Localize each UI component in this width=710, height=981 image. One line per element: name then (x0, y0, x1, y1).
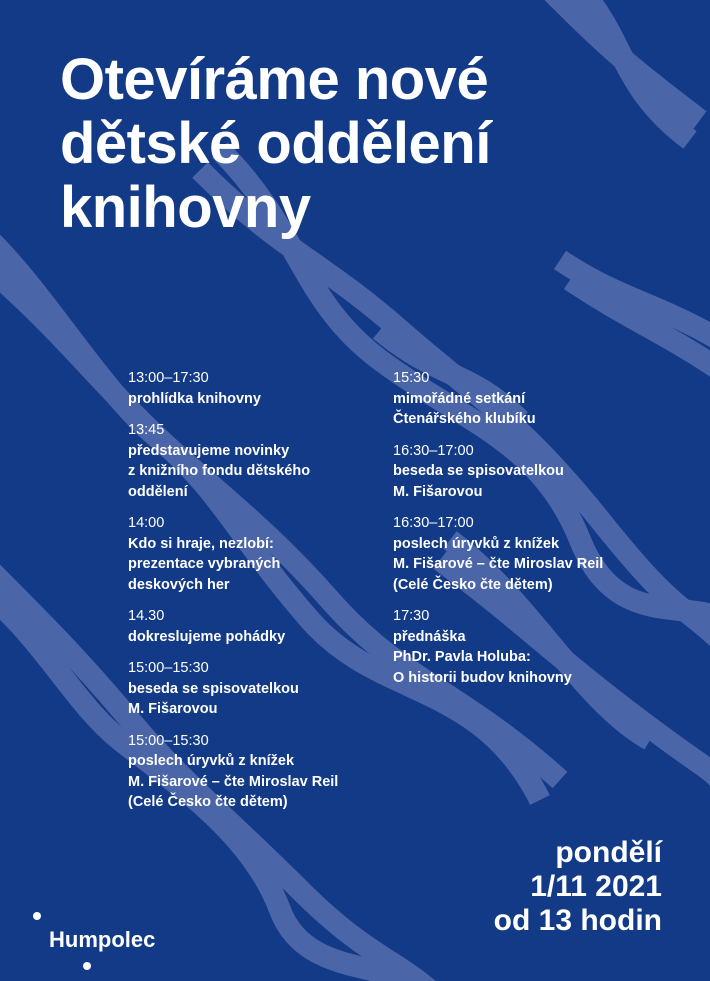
program-time: 13:00–17:30 (128, 370, 209, 386)
program-time: 14.30 (128, 608, 165, 624)
program-time: 17:30 (393, 608, 430, 624)
program-item (128, 420, 378, 502)
program-desc: M. Fišarové – čte Miroslav Reil (128, 773, 339, 790)
event-day: pondělí (555, 836, 662, 869)
program-item (128, 368, 378, 409)
program-desc: přednáška (393, 628, 466, 645)
program-item (393, 606, 673, 688)
program-desc: z knižního fondu dětského (128, 463, 311, 479)
program-item (128, 731, 378, 813)
program-desc: prohlídka knihovny (128, 390, 261, 407)
program-desc: beseda se spisovatelkou (393, 463, 564, 479)
program-time: 13:45 (128, 422, 165, 438)
headline (60, 48, 680, 240)
program-desc: beseda se spisovatelkou (128, 680, 299, 697)
program-time: 16:30–17:00 (393, 515, 474, 531)
program-desc: poslech úryvků z knížek (128, 753, 295, 769)
program-desc: (Celé Česko čte dětem) (128, 794, 288, 810)
program-time: 15:00–15:30 (128, 660, 209, 676)
program-desc: mimořádné setkání (393, 390, 526, 407)
program-time: 15:00–15:30 (128, 732, 209, 749)
program-desc: PhDr. Pavla Holuba: (393, 649, 531, 665)
program-desc: Kdo si hraje, nezlobí: (128, 535, 274, 552)
event-time: od 13 hodin (493, 904, 662, 937)
headline-line: knihovny (60, 175, 311, 240)
logo-dot-icon (83, 962, 91, 970)
program-desc: M. Fišarovou (128, 701, 218, 717)
program-time: 16:30–17:00 (393, 442, 474, 459)
program-desc: M. Fišarovou (393, 483, 483, 500)
logo-name: Humpolec (49, 927, 156, 952)
program-column-left (128, 368, 378, 824)
program-desc: (Celé Česko čte dětem) (393, 576, 553, 593)
humpolec-logo (32, 910, 212, 970)
program-desc: poslech úryvků z knížek (393, 535, 560, 552)
program-time: 15:30 (393, 370, 430, 386)
event-date-value: 1/11 2021 (530, 870, 662, 903)
program-item (393, 441, 673, 503)
program-desc: Čtenářského klubíku (393, 411, 536, 427)
program-item (393, 513, 673, 595)
program-desc: deskových her (128, 576, 230, 593)
program-desc: dokreslujeme pohádky (128, 628, 286, 645)
headline-line: Otevíráme nové (60, 47, 489, 112)
program-desc: O historii budov knihovny (393, 669, 572, 686)
program-desc: M. Fišarové – čte Miroslav Reil (393, 556, 604, 572)
program-desc: oddělení (128, 483, 188, 500)
program-item (128, 606, 378, 647)
program-item (393, 368, 673, 430)
headline-line: dětské oddělení (60, 111, 491, 176)
program-item (128, 513, 378, 595)
program-column-right (393, 368, 673, 699)
program-time: 14:00 (128, 515, 165, 531)
program-desc: představujeme novinky (128, 442, 290, 459)
event-date (494, 836, 662, 938)
program-desc: prezentace vybraných (128, 556, 281, 572)
logo-dot-icon (33, 912, 41, 920)
program-item (128, 658, 378, 720)
